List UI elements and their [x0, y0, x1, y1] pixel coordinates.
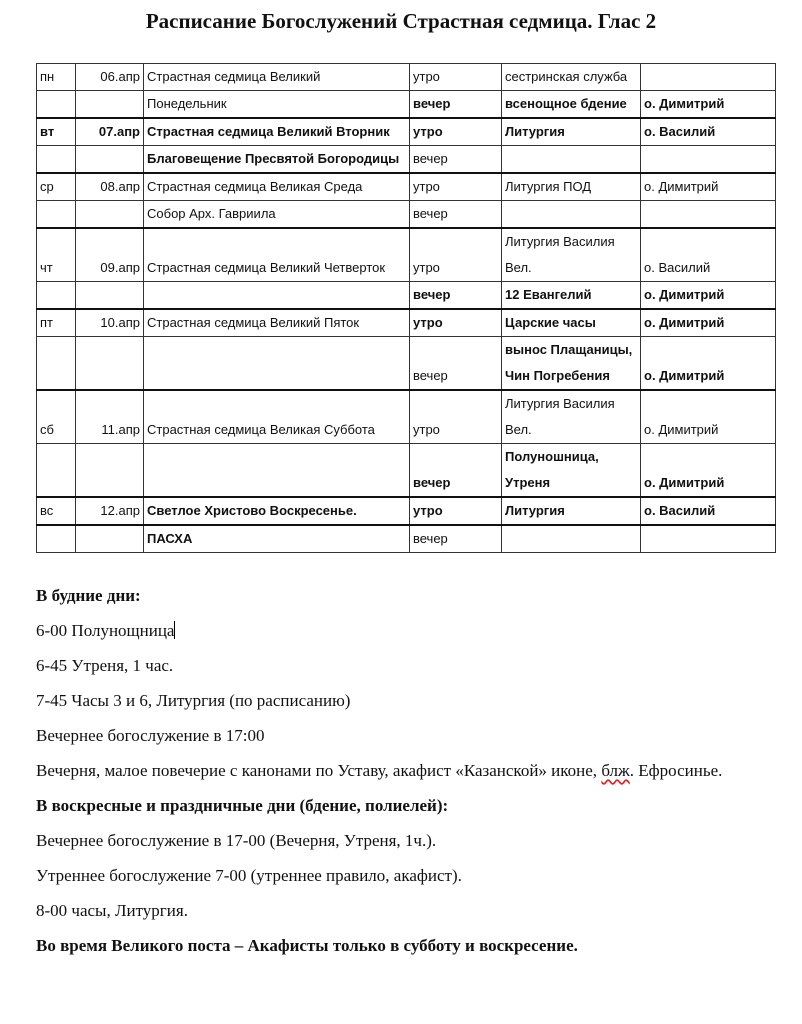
schedule-cell-priest: о. Димитрий	[641, 337, 776, 391]
schedule-row	[37, 309, 776, 337]
schedule-cell-priest: о. Василий	[641, 228, 776, 282]
schedule-cell-day	[37, 282, 76, 310]
schedule-cell-time: утро	[410, 173, 502, 201]
schedule-cell-name	[144, 282, 410, 310]
schedule-cell-service: 12 Евангелий	[502, 282, 641, 310]
schedule-cell-name: Страстная седмица Великий Вторник	[144, 118, 410, 146]
schedule-cell-service: Литургия Василия Вел.	[502, 228, 641, 282]
schedule-cell-priest: о. Димитрий	[641, 309, 776, 337]
schedule-cell-name	[144, 337, 410, 391]
schedule-cell-day: пн	[37, 64, 76, 91]
schedule-cell-time: утро	[410, 64, 502, 91]
schedule-row	[37, 525, 776, 553]
schedule-row	[37, 146, 776, 174]
schedule-cell-priest: о. Димитрий	[641, 282, 776, 310]
schedule-cell-service: Полуношница, Утреня	[502, 444, 641, 498]
schedule-cell-day	[37, 91, 76, 119]
schedule-row	[37, 444, 776, 498]
schedule-row	[37, 337, 776, 391]
schedule-cell-time: вечер	[410, 201, 502, 229]
schedule-row	[37, 118, 776, 146]
lent-note: Во время Великого поста – Акафисты только в субботу и воскресение.	[36, 936, 578, 955]
schedule-cell-date	[76, 201, 144, 229]
schedule-cell-day: ср	[37, 173, 76, 201]
schedule-cell-name: Собор Арх. Гавриила	[144, 201, 410, 229]
schedule-cell-time: утро	[410, 309, 502, 337]
schedule-cell-service	[502, 201, 641, 229]
schedule-cell-priest	[641, 525, 776, 553]
schedule-cell-date: 11.апр	[76, 390, 144, 444]
schedule-cell-time: вечер	[410, 525, 502, 553]
schedule-table-body	[37, 64, 776, 553]
schedule-row	[37, 201, 776, 229]
schedule-cell-date: 10.апр	[76, 309, 144, 337]
schedule-cell-date	[76, 444, 144, 498]
schedule-cell-date: 06.апр	[76, 64, 144, 91]
schedule-cell-priest	[641, 201, 776, 229]
weekdays-heading: В будние дни:	[36, 586, 141, 605]
schedule-cell-priest: о. Димитрий	[641, 91, 776, 119]
schedule-cell-date: 08.апр	[76, 173, 144, 201]
schedule-cell-service: Литургия	[502, 118, 641, 146]
schedule-cell-name: Благовещение Пресвятой Богородицы	[144, 146, 410, 174]
schedule-row	[37, 390, 776, 444]
schedule-cell-priest: о. Василий	[641, 497, 776, 525]
schedule-cell-priest: о. Димитрий	[641, 390, 776, 444]
schedule-cell-name: Страстная седмица Великий	[144, 64, 410, 91]
schedule-cell-service	[502, 525, 641, 553]
schedule-cell-name	[144, 444, 410, 498]
weekdays-line: Вечернее богослужение в 17:00	[36, 726, 265, 745]
schedule-cell-day	[37, 337, 76, 391]
schedule-cell-date	[76, 337, 144, 391]
schedule-cell-day: пт	[37, 309, 76, 337]
page-title: Расписание Богослужений Страстная седмица. Глас 2	[145, 9, 657, 33]
text-cursor	[174, 621, 175, 639]
schedule-cell-time: вечер	[410, 91, 502, 119]
weekdays-line	[36, 761, 776, 781]
schedule-cell-priest: о. Димитрий	[641, 173, 776, 201]
schedule-cell-service: сестринская служба	[502, 64, 641, 91]
schedule-cell-time: утро	[410, 118, 502, 146]
schedule-cell-day: вс	[37, 497, 76, 525]
notes-section	[36, 586, 776, 971]
schedule-cell-day: чт	[37, 228, 76, 282]
schedule-row	[37, 91, 776, 119]
schedule-cell-date: 12.апр	[76, 497, 144, 525]
schedule-cell-time: вечер	[410, 444, 502, 498]
schedule-cell-time: утро	[410, 390, 502, 444]
schedule-cell-date	[76, 91, 144, 119]
schedule-cell-time: утро	[410, 497, 502, 525]
schedule-cell-time: вечер	[410, 282, 502, 310]
schedule-cell-day	[37, 146, 76, 174]
schedule-cell-day	[37, 525, 76, 553]
schedule-cell-time: утро	[410, 228, 502, 282]
schedule-cell-name: Страстная седмица Великая Суббота	[144, 390, 410, 444]
weekdays-line	[36, 621, 776, 641]
holidays-heading: В воскресные и праздничные дни (бдение, полиелей):	[36, 796, 449, 815]
schedule-row	[37, 64, 776, 91]
schedule-cell-name: ПАСХА	[144, 525, 410, 553]
weekdays-line: 6-45 Утреня, 1 час.	[36, 656, 174, 675]
schedule-cell-name: Страстная седмица Великий Четверток	[144, 228, 410, 282]
weekdays-line-text: . Ефросинье.	[629, 761, 723, 780]
schedule-row	[37, 173, 776, 201]
schedule-cell-day: сб	[37, 390, 76, 444]
schedule-cell-time: вечер	[410, 146, 502, 174]
schedule-cell-name: Страстная седмица Великая Среда	[144, 173, 410, 201]
schedule-cell-priest: о. Василий	[641, 118, 776, 146]
weekdays-line-text: Вечерня, малое повечерие с канонами по Уставу, акафист «Казанской» иконе,	[36, 761, 602, 780]
schedule-cell-date: 07.апр	[76, 118, 144, 146]
schedule-row	[37, 497, 776, 525]
schedule-cell-time: вечер	[410, 337, 502, 391]
weekdays-line-text: 6-00 Полунощница	[36, 621, 175, 640]
schedule-cell-day: вт	[37, 118, 76, 146]
schedule-cell-service: Литургия Василия Вел.	[502, 390, 641, 444]
schedule-cell-service	[502, 146, 641, 174]
schedule-cell-service: всенощное бдение	[502, 91, 641, 119]
schedule-cell-priest	[641, 146, 776, 174]
schedule-row	[37, 282, 776, 310]
schedule-cell-name: Светлое Христово Воскресенье.	[144, 497, 410, 525]
schedule-cell-service: Литургия	[502, 497, 641, 525]
holidays-line: Вечернее богослужение в 17-00 (Вечерня, Утреня, 1ч.).	[36, 831, 437, 850]
schedule-cell-name: Понедельник	[144, 91, 410, 119]
schedule-cell-service: вынос Плащаницы, Чин Погребения	[502, 337, 641, 391]
schedule-row	[37, 228, 776, 282]
schedule-cell-service: Царские часы	[502, 309, 641, 337]
schedule-cell-date	[76, 282, 144, 310]
schedule-cell-priest	[641, 64, 776, 91]
schedule-cell-name: Страстная седмица Великий Пяток	[144, 309, 410, 337]
schedule-cell-priest: о. Димитрий	[641, 444, 776, 498]
spellcheck-flagged-word[interactable]: блж	[601, 761, 630, 780]
schedule-cell-service: Литургия ПОД	[502, 173, 641, 201]
holidays-line: Утреннее богослужение 7-00 (утреннее правило, акафист).	[36, 866, 462, 885]
schedule-table	[36, 63, 776, 553]
schedule-cell-date	[76, 525, 144, 553]
schedule-cell-day	[37, 201, 76, 229]
schedule-cell-day	[37, 444, 76, 498]
schedule-cell-date: 09.апр	[76, 228, 144, 282]
holidays-line: 8-00 часы, Литургия.	[36, 901, 188, 920]
schedule-cell-date	[76, 146, 144, 174]
weekdays-line: 7-45 Часы 3 и 6, Литургия (по расписанию)	[36, 691, 351, 710]
